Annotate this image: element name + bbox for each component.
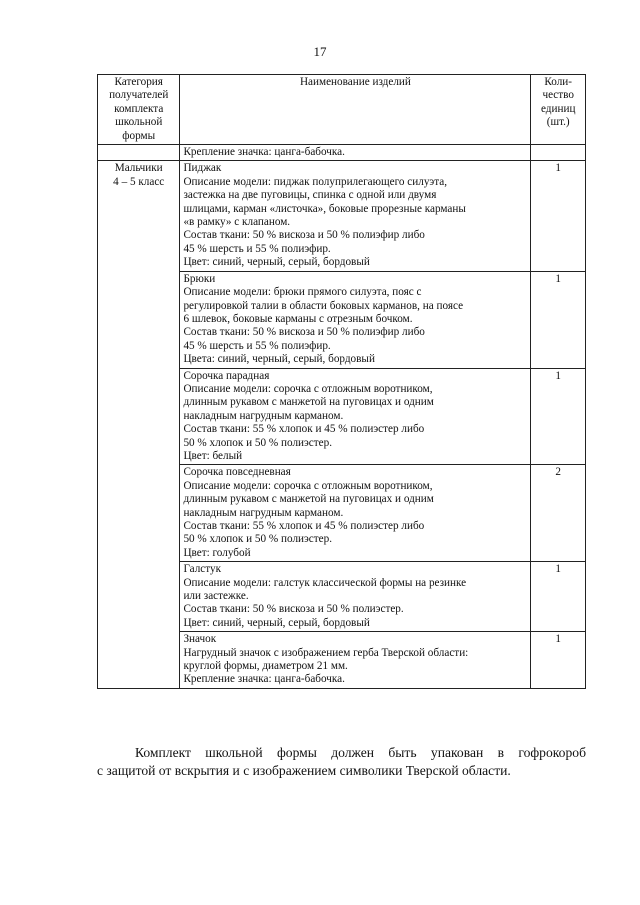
item-description-line: круглой формы, диаметром 21 мм. [183, 660, 348, 673]
item-description-line: Цвет: белый [183, 449, 243, 462]
item-description-line: накладным нагрудным карманом. [183, 409, 344, 422]
carry-over-row [98, 145, 586, 161]
item-title: Значок [183, 633, 217, 646]
item-description-line: Описание модели: сорочка с отложным воротником, [183, 479, 433, 492]
footer-paragraph [97, 744, 586, 780]
category-line: 4 – 5 класс [113, 175, 165, 188]
item-quantity-cell: 1 [531, 632, 586, 689]
uniform-items-table [97, 74, 586, 689]
item-description-line: Крепление значка: цанга-бабочка. [183, 673, 345, 686]
category-line: Мальчики [114, 162, 163, 175]
item-description-line: Описание модели: пиджак полуприлегающего силуэта, [183, 175, 448, 188]
item-description-line: 50 % хлопок и 50 % полиэстер. [183, 533, 333, 546]
item-title: Брюки [183, 272, 216, 285]
item-description-line: 45 % шерсть и 55 % полиэфир. [183, 242, 331, 255]
header-category-line: получателей [109, 89, 169, 102]
item-description-line: Цвет: голубой [183, 546, 251, 559]
item-title: Пиджак [183, 162, 222, 175]
item-description-cell [180, 465, 531, 562]
item-title: Галстук [183, 563, 222, 576]
item-description-line: Состав ткани: 50 % вискоза и 50 % полиэфир либо [183, 326, 425, 339]
item-description-line: Состав ткани: 50 % вискоза и 50 % полиэстер. [183, 603, 404, 616]
header-category-line: школьной [115, 116, 163, 129]
footer-line: Комплект школьной формы должен быть упакован в гофрокороб [135, 745, 586, 760]
item-description-line: Состав ткани: 55 % хлопок и 45 % полиэстер либо [183, 520, 425, 532]
item-quantity-cell: 1 [531, 562, 586, 632]
item-description-cell [180, 632, 531, 689]
header-category-line: Категория [114, 76, 163, 88]
item-description-line: длинным рукавом с манжетой на пуговицах и одним [183, 396, 434, 409]
header-name: Наименование изделий [180, 75, 531, 145]
item-description-line: 45 % шерсть и 55 % полиэфир. [183, 339, 331, 352]
item-description-line: Цвет: синий, черный, серый, бордовый [183, 616, 370, 629]
item-description-line: Состав ткани: 55 % хлопок и 45 % полиэстер либо [183, 423, 425, 436]
header-quantity [531, 75, 586, 145]
item-quantity-cell: 1 [531, 161, 586, 271]
item-description-line: накладным нагрудным карманом. [183, 506, 344, 519]
header-quantity-line: Коли- [544, 76, 573, 88]
category-cell [98, 161, 180, 688]
item-quantity-cell: 2 [531, 465, 586, 562]
carry-over-qty [531, 145, 586, 161]
item-description-line: «в рамку» с клапаном. [183, 216, 291, 229]
table-row [98, 161, 586, 271]
item-description-line: застежка на две пуговицы, спинка с одной или двумя [183, 189, 437, 202]
item-description-cell [180, 271, 531, 368]
item-quantity-cell: 1 [531, 271, 586, 368]
header-category-line: комплекта [114, 102, 164, 115]
carry-over-text: Крепление значка: цанга-бабочка. [180, 145, 531, 161]
item-description-line: 50 % хлопок и 50 % полиэстер. [183, 436, 333, 449]
item-description-line: Нагрудный значок с изображением герба Тверской области: [183, 646, 469, 659]
item-description-line: шлицами, карман «листочка», боковые прорезные карманы [183, 202, 466, 215]
item-description-cell [180, 368, 531, 465]
item-description-cell [180, 562, 531, 632]
header-category [98, 75, 180, 145]
header-quantity-line: (шт.) [546, 116, 570, 129]
item-description-line: Состав ткани: 50 % вискоза и 50 % полиэфир либо [183, 229, 425, 242]
page-number: 17 [313, 44, 327, 59]
item-description-line: Описание модели: сорочка с отложным воротником, [183, 382, 433, 395]
item-title: Сорочка парадная [183, 369, 270, 382]
header-category-line: формы [122, 129, 156, 142]
carry-over-category [98, 145, 180, 161]
header-quantity-line: чество [542, 89, 574, 102]
table-header-row [98, 75, 586, 145]
item-description-line: Описание модели: брюки прямого силуэта, пояс с [183, 286, 422, 299]
item-description-line: Цвета: синий, черный, серый, бордовый [183, 353, 375, 366]
item-title: Сорочка повседневная [183, 466, 291, 479]
item-description-line: 6 шлевок, боковые карманы с отрезным бочком. [183, 312, 413, 325]
item-description-line: Описание модели: галстук классической формы на резинке [183, 576, 467, 589]
footer-line: с защитой от вскрытия и с изображением символики Тверской области. [97, 763, 511, 778]
item-description-line: Цвет: синий, черный, серый, бордовый [183, 256, 370, 269]
item-description-line: или застежке. [183, 590, 249, 603]
item-description-cell [180, 161, 531, 271]
item-description-line: регулировкой талии в области боковых карманов, на поясе [183, 299, 464, 312]
item-quantity-cell: 1 [531, 368, 586, 465]
item-description-line: длинным рукавом с манжетой на пуговицах и одним [183, 493, 434, 506]
header-quantity-line: единиц [540, 102, 576, 115]
